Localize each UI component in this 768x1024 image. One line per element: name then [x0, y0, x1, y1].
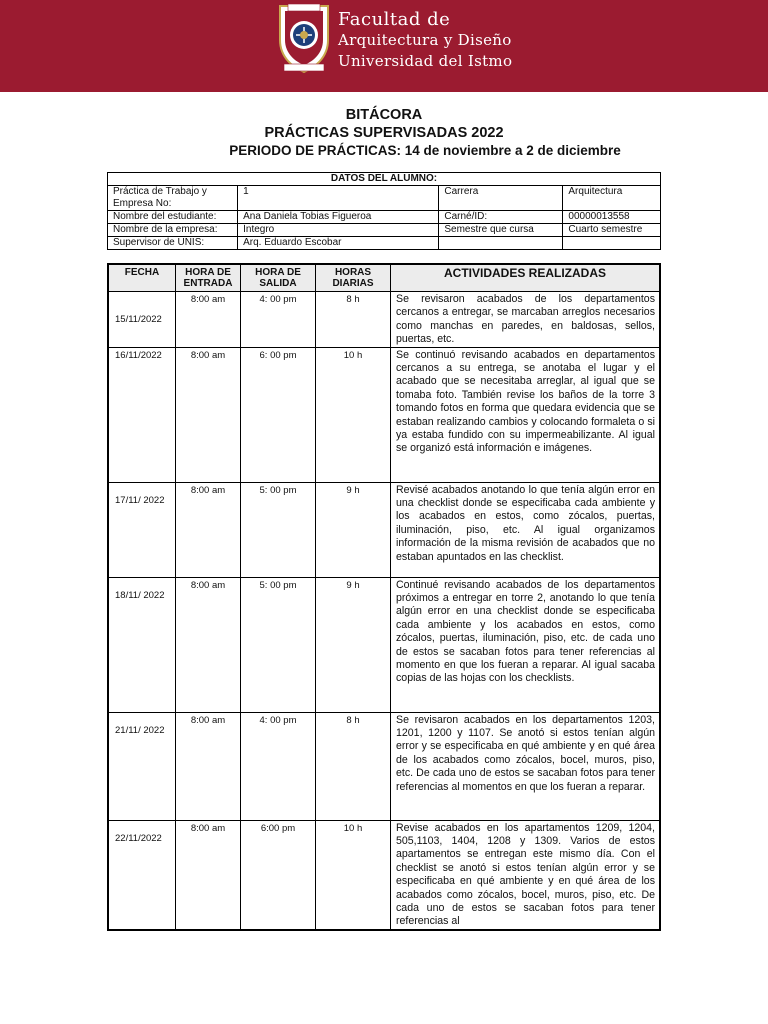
column-header-salida: HORA DE SALIDA	[241, 264, 316, 292]
university-name: Universidad del Istmo	[338, 52, 513, 70]
date-cell: 17/11/ 2022	[108, 482, 176, 577]
student-name-label: Nombre del estudiante:	[108, 211, 238, 224]
column-header-entrada: HORA DE ENTRADA	[176, 264, 241, 292]
student-id-label: Carné/ID:	[439, 211, 563, 224]
activity-cell: Se revisaron acabados en los departamentos 1203, 1201, 1200 y 1107. Se anotó si estos tenían algún error y se especificaba en qué ambiente y en qué área de los acabados como zócalos, bocel, muros, piso, etc. De cada uno de estos se sacaban fotos para tener referencias al momentos en que los fueran a reparar.	[391, 712, 661, 820]
activity-log-table	[107, 263, 661, 931]
header-banner	[0, 0, 768, 92]
career-label: Carrera	[439, 186, 563, 211]
table-row	[108, 820, 660, 930]
university-seal-logo	[276, 2, 332, 74]
activity-cell: Revise acabados en los apartamentos 1209, 1204, 505,1103, 1404, 1208 y 1309. Varios de estos apartamentos se entregan este mismo día. Con el checklist se anotó si estos tenían algún error y se especificaba en qué ambiente y en qué área de los acabados como zócalos, bocel, muros, piso, etc. De cada uno de estos se sacaban fotos para tener referencias al	[391, 820, 661, 930]
table-row	[108, 712, 660, 820]
exit-time-cell: 5: 00 pm	[241, 577, 316, 712]
daily-hours-cell: 9 h	[316, 482, 391, 577]
date-cell: 18/11/ 2022	[108, 577, 176, 712]
activity-cell: Revisé acabados anotando lo que tenía algún error en una checklist donde se especificaba cada ambiente y los acabados en estos, como zócalos, puertas, iluminación, piso, etc. Al igual organizamos información de la misma revisión de acabados que no estaban apuntados en las checklist.	[391, 482, 661, 577]
exit-time-cell: 6:00 pm	[241, 820, 316, 930]
entry-time-cell: 8:00 am	[176, 712, 241, 820]
date-cell: 15/11/2022	[108, 292, 176, 348]
table-row	[108, 347, 660, 482]
empty-cell	[563, 237, 661, 250]
student-id-value: 00000013558	[563, 211, 661, 224]
career-value: Arquitectura	[563, 186, 661, 211]
faculty-name-line: Facultad de	[338, 9, 451, 30]
daily-hours-cell: 9 h	[316, 577, 391, 712]
exit-time-cell: 4: 00 pm	[241, 292, 316, 348]
date-cell: 16/11/2022	[108, 347, 176, 482]
column-header-actividades: ACTIVIDADES REALIZADAS	[391, 264, 661, 292]
entry-time-cell: 8:00 am	[176, 482, 241, 577]
student-name-value: Ana Daniela Tobias Figueroa	[238, 211, 439, 224]
exit-time-cell: 6: 00 pm	[241, 347, 316, 482]
student-data-heading: DATOS DEL ALUMNO:	[108, 173, 661, 186]
student-data-table	[107, 172, 661, 250]
activity-cell: Se continuó revisando acabados en departamentos cercanos a su entrega, se anotaba el lugar y el acabado que se necesitaba arreglar, al igual que se tomaba foto. También revise los baños de la torre 3 tomando fotos en forma que quedara evidencia que se estaban realizando cambios y colocando formaleta o si ya estaba fundido con su impermeabilizante. Al igual se organizó está información e imágenes.	[391, 347, 661, 482]
company-label: Nombre de la empresa:	[108, 224, 238, 237]
daily-hours-cell: 8 h	[316, 712, 391, 820]
company-value: Íntegro	[238, 224, 439, 237]
entry-time-cell: 8:00 am	[176, 820, 241, 930]
activity-cell: Continué revisando acabados de los departamentos próximos a entregar en torre 2, anotando lo que tenía algún error en una checklist donde se especificaba cada ambiente y los acabados en estos, como zócalos, puertas, iluminación, piso, etc. de cada uno de estos se sacaban fotos para tener referencias al momento en que los fueran a reparar. Al igual sacaba copias de las hojas con los checklists.	[391, 577, 661, 712]
document-title: BITÁCORA	[345, 107, 423, 123]
faculty-name-line-2: Arquitectura y Diseño	[338, 31, 512, 49]
table-row	[108, 482, 660, 577]
supervisor-label: Supervisor de UNIS:	[108, 237, 238, 250]
daily-hours-cell: 10 h	[316, 820, 391, 930]
practice-value: 1	[238, 186, 439, 211]
entry-time-cell: 8:00 am	[176, 347, 241, 482]
daily-hours-cell: 10 h	[316, 347, 391, 482]
entry-time-cell: 8:00 am	[176, 292, 241, 348]
table-row	[108, 577, 660, 712]
practice-period: PERIODO DE PRÁCTICAS: 14 de noviembre a 2 de diciembre	[229, 143, 621, 158]
activity-cell: Se revisaron acabados de los departamentos cercanos a entregar, se marcaban arreglos necesarios como manchas en paredes, en baldosas, sellos, puertas, etc.	[391, 292, 661, 348]
daily-hours-cell: 8 h	[316, 292, 391, 348]
exit-time-cell: 5: 00 pm	[241, 482, 316, 577]
supervisor-value: Arq. Eduardo Escobar	[238, 237, 439, 250]
semester-label: Semestre que cursa	[439, 224, 563, 237]
entry-time-cell: 8:00 am	[176, 577, 241, 712]
date-cell: 22/11/2022	[108, 820, 176, 930]
column-header-horas: HORAS DIARIAS	[316, 264, 391, 292]
document-subtitle: PRÁCTICAS SUPERVISADAS 2022	[264, 125, 504, 141]
column-header-fecha: FECHA	[108, 264, 176, 292]
table-row	[108, 292, 660, 348]
date-cell: 21/11/ 2022	[108, 712, 176, 820]
exit-time-cell: 4: 00 pm	[241, 712, 316, 820]
semester-value: Cuarto semestre	[563, 224, 661, 237]
practice-label: Práctica de Trabajo y Empresa No:	[108, 186, 238, 211]
empty-cell	[439, 237, 563, 250]
